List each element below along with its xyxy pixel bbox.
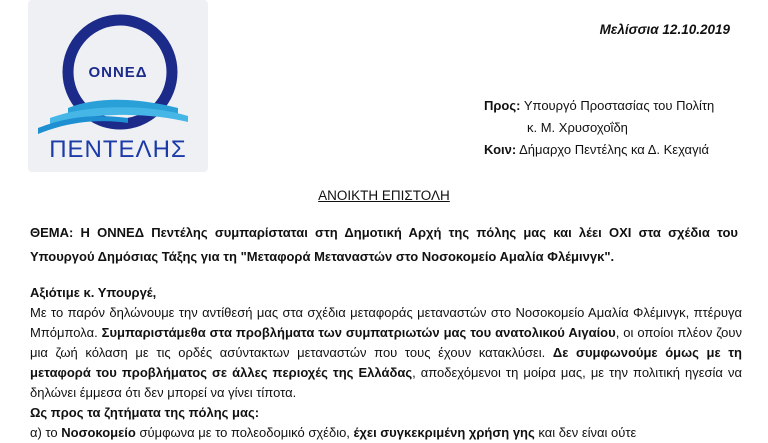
- item-a-part-5: και δεν είναι ούτε: [534, 425, 637, 440]
- recipient-value: Υπουργό Προστασίας του Πολίτη: [523, 98, 715, 113]
- cc-line: [484, 140, 709, 160]
- paragraph-1: [30, 303, 742, 403]
- item-a-part-1: α) το: [30, 425, 62, 440]
- onned-logo: [28, 0, 208, 172]
- logo-top-text: ΟΝΝΕΔ: [88, 64, 148, 81]
- item-a-part-4: έχει συγκεκριμένη χρήση γης: [353, 425, 535, 440]
- recipient-line: [484, 96, 714, 116]
- p1-part-c: , οι οποίοι πλέον ζουν μια ζωή κόλαση με τις ορδές ασύντακτων μεταναστών που τους έχουν κατακλύσει.: [30, 325, 742, 360]
- p1-part-d: Δε συμφωνούμε όμως με τη μεταφορά του προβλήματος σε άλλες περιοχές της Ελλάδας: [30, 345, 742, 380]
- item-a-part-2: Νοσοκομείο: [61, 425, 136, 440]
- item-a: [30, 423, 742, 443]
- recipient-name: κ. Μ. Χρυσοχοΐδη: [527, 120, 628, 135]
- logo-bottom-text: ΠΕΝΤΕΛΗΣ: [49, 136, 187, 163]
- cc-label: Κοιν:: [484, 142, 517, 157]
- demands-heading: Ως προς τα ζητήματα της πόλης μας:: [30, 405, 260, 420]
- letter-subject: ΘΕΜΑ: Η ΟΝΝΕΔ Πεντέλης συμπαρίσταται στη Δημοτική Αρχή της πόλης μας και λέει ΟΧΙ στα σχέδια του Υπουργού Δημόσιας Τάξης για τη "Μεταφορά Μεταναστών στο Νοσοκομείο Αμαλία Φλέμινγκ".: [30, 225, 738, 264]
- cc-value: Δήμαρχο Πεντέλης κα Δ. Κεχαγιά: [519, 142, 709, 157]
- greeting: Αξιότιμε κ. Υπουργέ,: [30, 285, 157, 300]
- item-a-part-3: σύμφωνα με το πολεοδομικό σχέδιο,: [135, 425, 354, 440]
- recipient-label: Προς:: [484, 98, 521, 113]
- letter-heading: ΑΝΟΙΚΤΗ ΕΠΙΣΤΟΛΗ: [318, 188, 450, 203]
- p1-part-a: Με το παρόν δηλώνουμε την αντίθεσή μας στα σχέδια μεταφοράς μεταναστών στο Νοσοκομείο Αμαλία Φλέμινγκ, πτέρυγα Μπόμπολα.: [30, 305, 742, 340]
- p1-part-e: , αποδεχόμενοι τη μοίρα μας, με την πολιτική ηγεσία να δηλώνει έμμεσα ότι δεν μπορεί να γίνει τίποτα.: [30, 365, 742, 400]
- letter-date: Μελίσσια 12.10.2019: [599, 22, 730, 37]
- letter-body: [30, 283, 742, 443]
- p1-part-b: Συμπαριστάμεθα στα προβλήματα των συμπατριωτών μας του ανατολικού Αιγαίου: [101, 325, 616, 340]
